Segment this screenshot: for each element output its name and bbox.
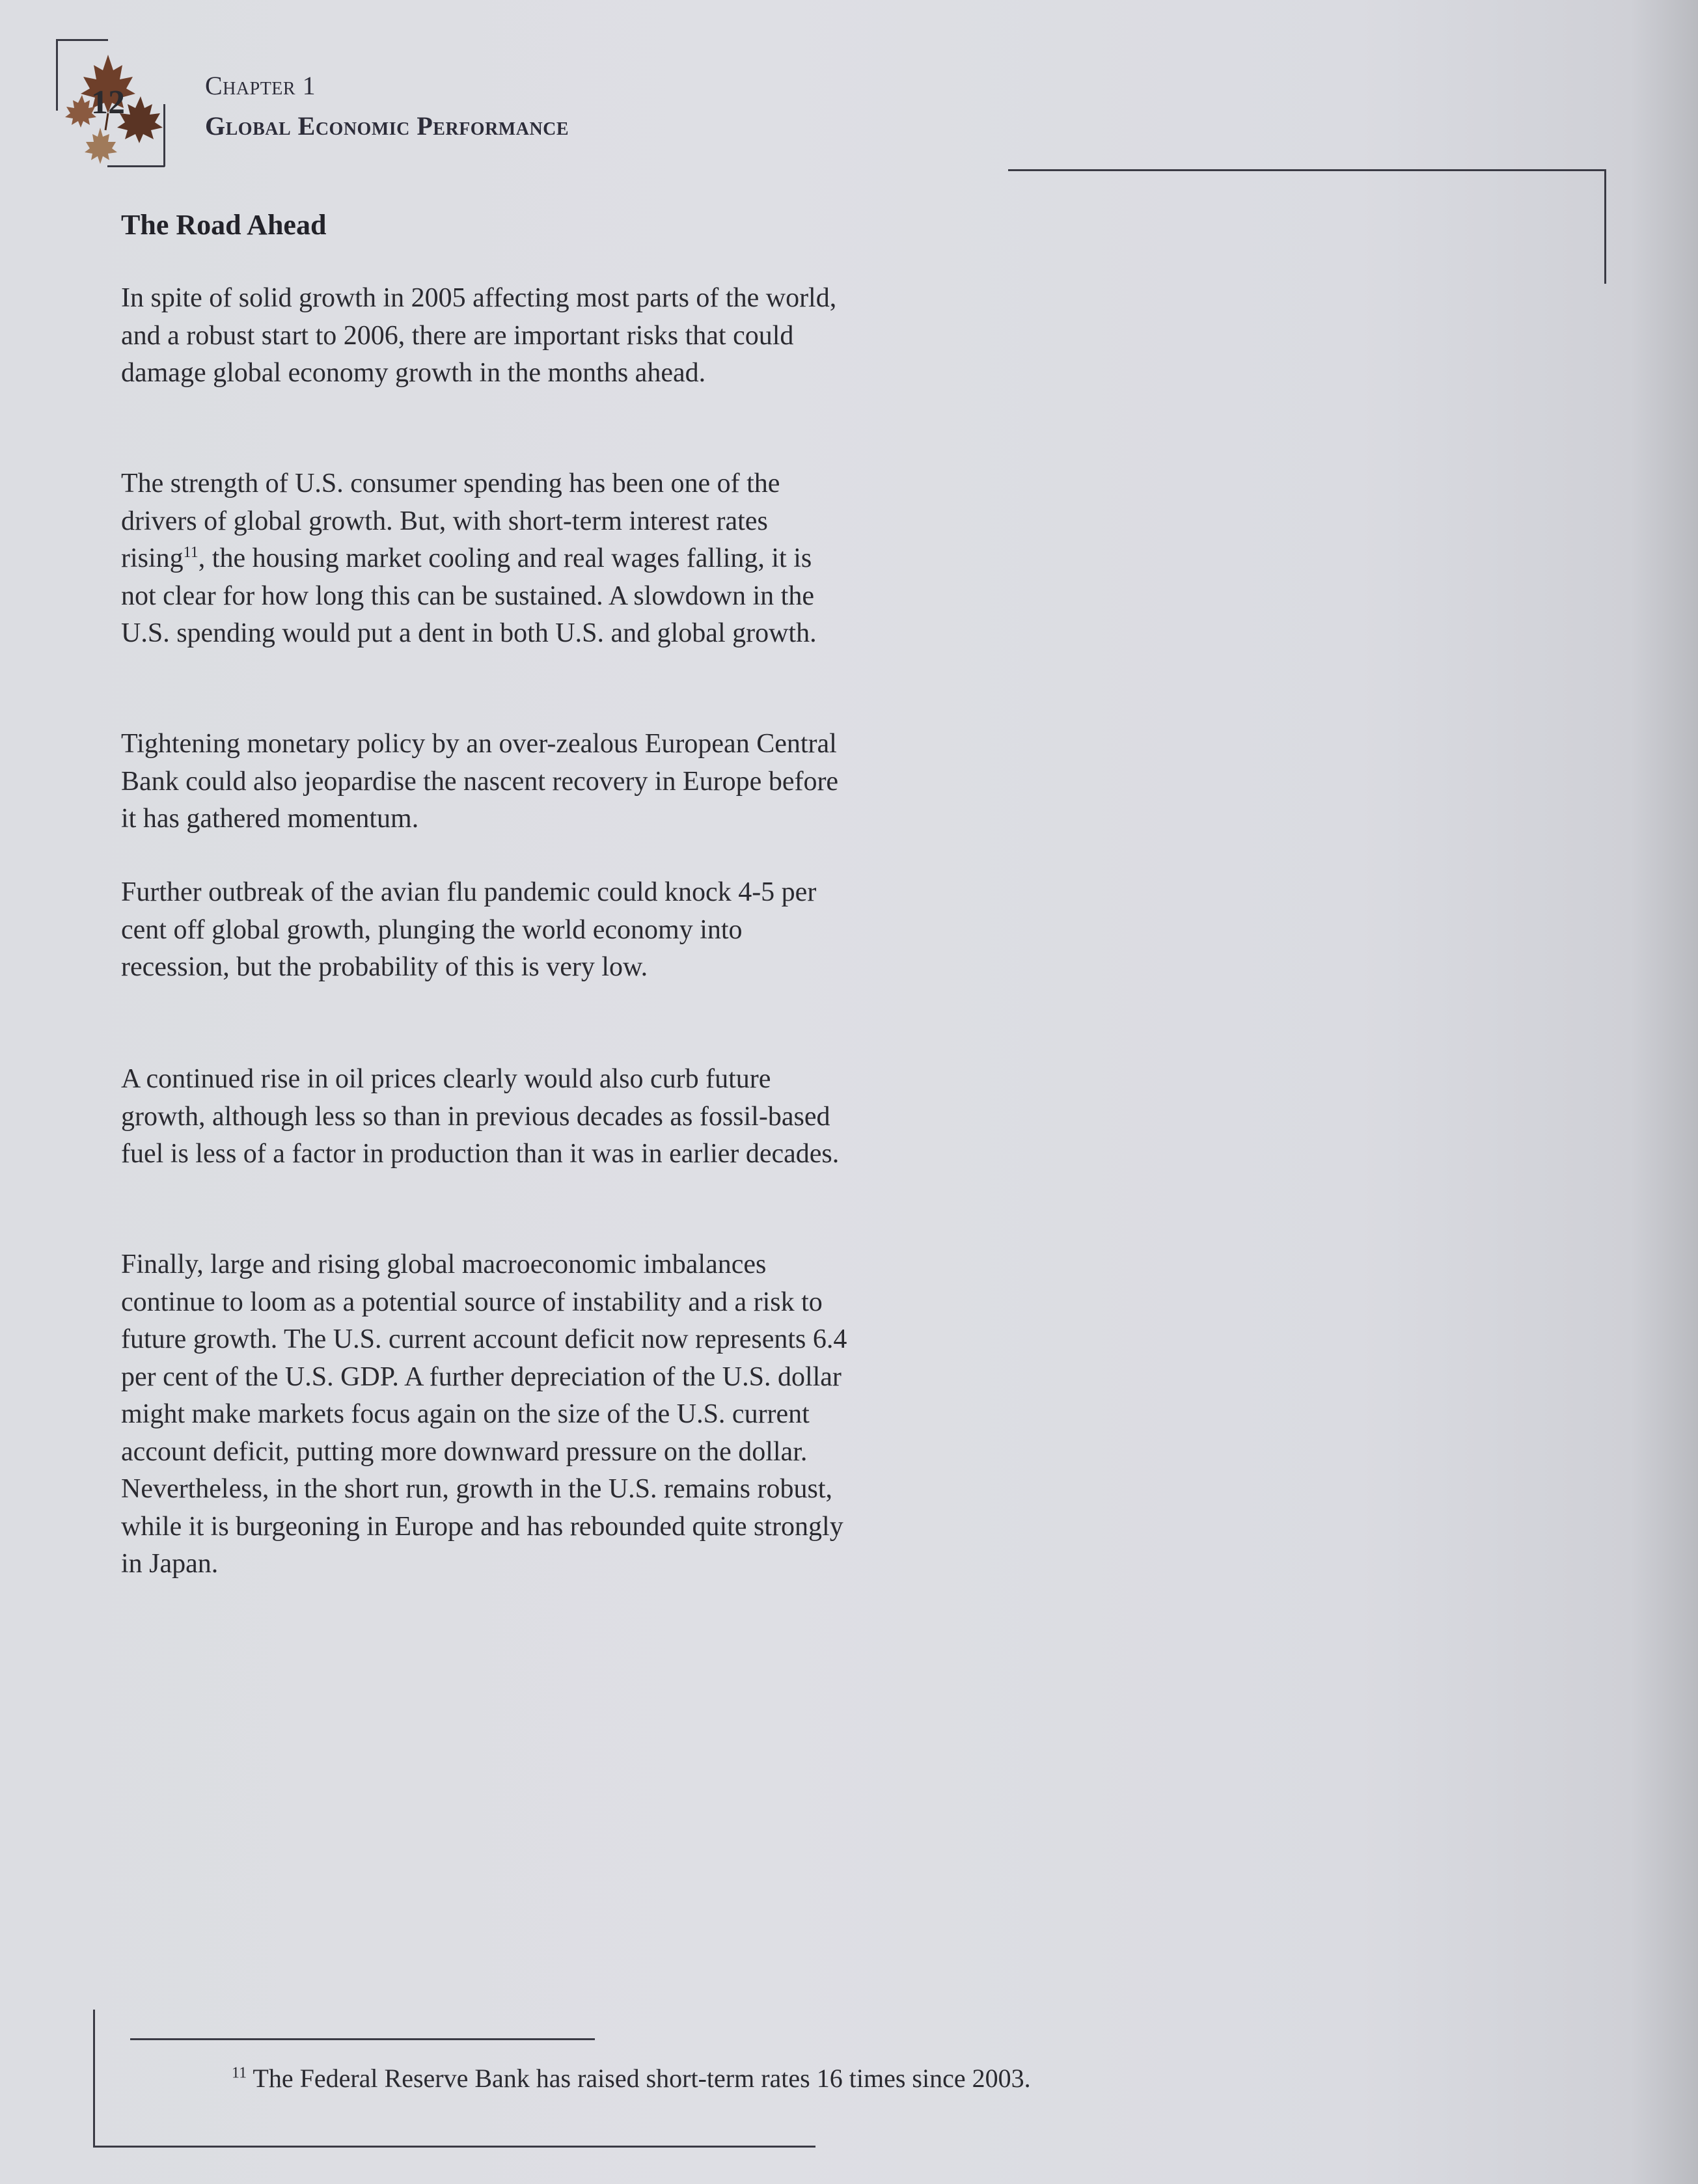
paragraph-2-text-b: , the housing market cooling and real wages falling, it is not clear for how long this can be sustained. A slowdown in the U.S. spending would put a dent in both U.S. and global growth. [121,543,817,648]
top-left-frame-horizontal [56,39,108,41]
bottom-left-frame-horizontal [93,2146,815,2148]
right-top-rule-drop [1604,169,1606,284]
footnote-separator [130,2038,595,2040]
paragraph-2-text-a: The strength of U.S. consumer spending has been one of the drivers of global growth. But, with short-term interest rates rising [121,469,780,573]
paragraph-1: In spite of solid growth in 2005 affecting most parts of the world, and a robust start to 2006, there are important risks that could damage global economy growth in the months ahead. [121,283,837,388]
chapter-title: Global Economic Performance [205,111,569,141]
footnote-ref-11[interactable]: 11 [183,544,199,561]
top-left-frame-vertical [56,39,58,111]
footnote-text: The Federal Reserve Bank has raised short-term rates 16 times since 2003. [247,2064,1031,2093]
section-heading: The Road Ahead [121,209,327,241]
chapter-label: Chapter 1 [205,71,316,100]
paragraph-4: Further outbreak of the avian flu pandemic could knock 4-5 per cent off global growth, plunging the world economy into recession, but the probability of this is very low. [121,877,817,982]
page-number: 12 [91,84,125,121]
footnote [232,2063,1031,2094]
paragraph-6: Finally, large and rising global macroeconomic imbalances continue to loom as a potential source of instability and a risk to future growth. The U.S. current account deficit now represents 6.4 per cent of the U.S. GDP. A further depreciation of the U.S. dollar might make markets focus again on the size of the U.S. current account deficit, putting more downward pressure on the dollar. Nevertheless, in the short run, growth in the U.S. remains robust, while it is burgeoning in Europe and has rebounded quite strongly in Japan. [121,1249,847,1579]
bottom-left-frame-vertical [93,2010,95,2148]
paragraph-3: Tightening monetary policy by an over-zealous European Central Bank could also jeopardise the nascent recovery in Europe before it has gathered momentum. [121,729,839,834]
paragraph-5: A continued rise in oil prices clearly would also curb future growth, although less so than in previous decades as fossil-based fuel is less of a factor in production than it was in earlier decades. [121,1064,840,1169]
footnote-marker: 11 [232,2064,247,2082]
right-top-rule [1008,169,1606,171]
paragraph-2 [121,465,850,653]
